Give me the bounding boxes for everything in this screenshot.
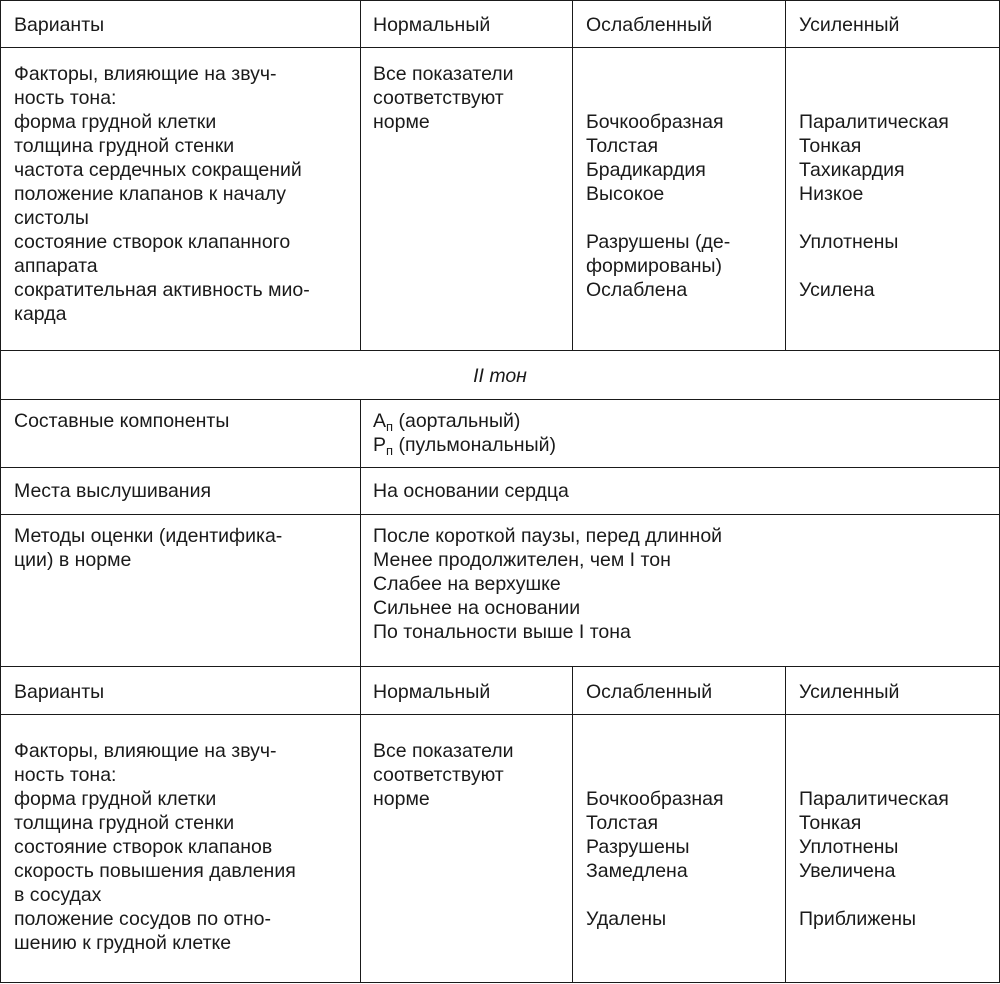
strengthened-line: Увеличена [799, 860, 896, 882]
factor-line: карда [14, 303, 67, 325]
strengthened-line: Усилена [799, 279, 875, 301]
column-divider [785, 666, 786, 983]
weakened-line: Удалены [586, 908, 667, 930]
components-label: Составные компоненты [14, 410, 230, 432]
row-divider [0, 666, 1000, 667]
factor-line: форма грудной клетки [14, 788, 217, 810]
methods-value-line: После короткой паузы, перед длинной [373, 525, 723, 547]
factor-line: форма грудной клетки [14, 111, 217, 133]
spacer [799, 883, 949, 907]
component-aortic: $А_п$ (аортальный) [373, 410, 521, 434]
component-pulmonary: $Р_п$ (пульмональный) [373, 434, 556, 458]
methods-value-line: Сильнее на основании [373, 597, 581, 619]
weakened-line: Бочкообразная [586, 788, 724, 810]
spacer [799, 206, 949, 230]
header-cell-strengthened: Усиленный [799, 14, 900, 36]
normal-line: норме [373, 788, 430, 810]
normal-line: соответствуют [373, 87, 504, 109]
column-divider [360, 666, 361, 983]
weakened-line: Бочкообразная [586, 111, 724, 133]
column-divider [572, 666, 573, 983]
row-divider [0, 714, 1000, 715]
strengthened-line: Тонкая [799, 812, 862, 834]
methods-label-line: Методы оценки (идентифика- [14, 525, 283, 547]
strengthened-line: Приближены [799, 908, 916, 930]
weakened-line: Разрушены (де- [586, 231, 731, 253]
header-cell-normal: Нормальный [373, 681, 491, 703]
table-border-bottom [0, 982, 1000, 983]
spacer [586, 883, 724, 907]
strengthened-cell [799, 787, 949, 931]
strengthened-line: Паралитическая [799, 111, 949, 133]
header-cell-normal: Нормальный [373, 14, 491, 36]
strengthened-line: Тонкая [799, 135, 862, 157]
row-divider [0, 350, 1000, 351]
factor-line: состояние створок клапанного [14, 231, 291, 253]
normal-line: норме [373, 111, 430, 133]
weakened-line: Высокое [586, 183, 665, 205]
row-divider [0, 467, 1000, 468]
column-divider [572, 0, 573, 350]
methods-value-line: Слабее на верхушке [373, 573, 561, 595]
factor-line: положение клапанов к началу [14, 183, 287, 205]
spacer [586, 206, 730, 230]
row-divider [0, 399, 1000, 400]
row-divider [0, 514, 1000, 515]
row-divider [0, 47, 1000, 48]
weakened-line: формированы) [586, 255, 722, 277]
section-title: II тон [473, 365, 527, 387]
factor-line: толщина грудной стенки [14, 812, 235, 834]
strengthened-line: Уплотнены [799, 836, 899, 858]
factor-line: сократительная активность мио- [14, 279, 310, 301]
normal-line: соответствуют [373, 764, 504, 786]
column-divider [360, 399, 361, 666]
factor-line: систолы [14, 207, 89, 229]
factor-line: состояние створок клапанов [14, 836, 273, 858]
factor-line: Факторы, влияющие на звуч- [14, 740, 277, 762]
weakened-line: Ослаблена [586, 279, 688, 301]
weakened-line: Толстая [586, 812, 659, 834]
factor-line: ность тона: [14, 764, 117, 786]
weakened-line: Брадикардия [586, 159, 706, 181]
factor-line: частота сердечных сокращений [14, 159, 302, 181]
column-divider [785, 0, 786, 350]
methods-label-line: ции) в норме [14, 549, 132, 571]
table-border-left [0, 0, 1, 983]
header-cell-variants: Варианты [14, 14, 105, 36]
components-values [373, 409, 556, 457]
factor-line: толщина грудной стенки [14, 135, 235, 157]
places-value: На основании сердца [373, 480, 569, 502]
factor-line: скорость повышения давления [14, 860, 296, 882]
factors-cell [14, 739, 296, 955]
factor-line: ность тона: [14, 87, 117, 109]
factor-line: шению к грудной клетке [14, 932, 232, 954]
factor-line: положение сосудов по отно- [14, 908, 271, 930]
strengthened-line: Низкое [799, 183, 864, 205]
strengthened-line: Паралитическая [799, 788, 949, 810]
factor-line: в сосудах [14, 884, 102, 906]
normal-line: Все показатели [373, 63, 514, 85]
strengthened-cell [799, 110, 949, 302]
weakened-line: Замедлена [586, 860, 688, 882]
weakened-line: Разрушены [586, 836, 690, 858]
methods-value-line: Менее продолжителен, чем I тон [373, 549, 671, 571]
weakened-line: Толстая [586, 135, 659, 157]
spacer [799, 254, 949, 278]
normal-line: Все показатели [373, 740, 514, 762]
factors-cell [14, 62, 310, 326]
methods-label [14, 524, 282, 572]
factor-line: Факторы, влияющие на звуч- [14, 63, 277, 85]
methods-values [373, 524, 722, 644]
normal-cell [373, 739, 514, 811]
strengthened-line: Тахикардия [799, 159, 905, 181]
strengthened-line: Уплотнены [799, 231, 899, 253]
weakened-cell [586, 787, 724, 931]
column-divider [360, 0, 361, 350]
header-cell-strengthened: Усиленный [799, 681, 900, 703]
header-cell-weakened: Ослабленный [586, 14, 713, 36]
factor-line: аппарата [14, 255, 98, 277]
places-label: Места выслушивания [14, 480, 212, 502]
normal-cell [373, 62, 514, 134]
methods-value-line: По тональности выше I тона [373, 621, 631, 643]
header-cell-weakened: Ослабленный [586, 681, 713, 703]
header-cell-variants: Варианты [14, 681, 105, 703]
weakened-cell [586, 110, 730, 302]
table-border-top [0, 0, 1000, 1]
